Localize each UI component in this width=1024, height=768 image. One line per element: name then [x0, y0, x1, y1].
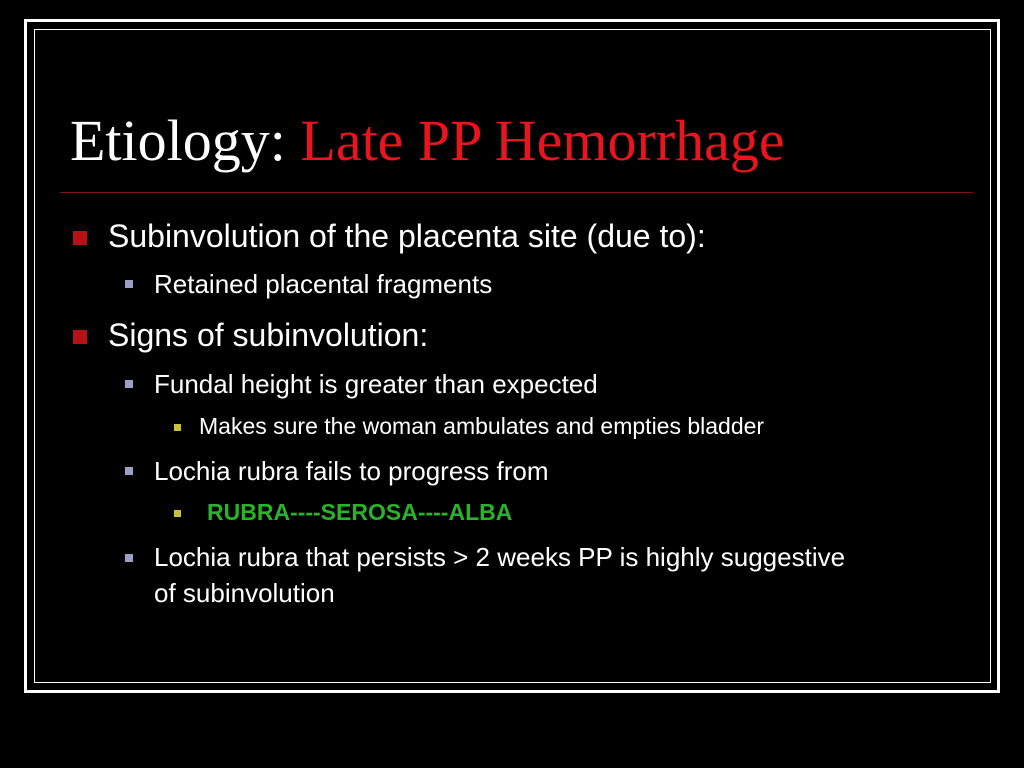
slide-title — [70, 106, 785, 176]
bullet-item-lochia-persists: Lochia rubra that persists > 2 weeks PP is highly suggestive of subinvolution — [154, 542, 846, 608]
title-divider — [60, 192, 973, 193]
bullet-item-signs: Signs of subinvolution: — [108, 317, 429, 353]
bullet-item-fundal-height: Fundal height is greater than expected — [154, 369, 598, 399]
bullet-item-lochia-fails: Lochia rubra fails to progress from — [154, 456, 549, 486]
square-bullet-icon — [73, 231, 87, 245]
square-bullet-icon — [73, 330, 87, 344]
bullet-item-retained-fragments: Retained placental fragments — [154, 269, 493, 299]
slide-title-main: Etiology: — [70, 108, 301, 173]
slide-title-accent: Late PP Hemorrhage — [300, 108, 785, 173]
bullet-item-ambulates: Makes sure the woman ambulates and empties bladder — [199, 413, 765, 439]
square-bullet-icon — [125, 554, 133, 562]
square-bullet-icon — [125, 380, 133, 388]
square-bullet-icon — [125, 467, 133, 475]
square-bullet-icon — [125, 280, 133, 288]
bullet-item-subinvolution: Subinvolution of the placenta site (due to): — [108, 218, 706, 254]
bullet-item-lochia-stages: RUBRA----SEROSA----ALBA — [207, 499, 513, 525]
square-bullet-icon — [174, 510, 181, 517]
square-bullet-icon — [174, 424, 181, 431]
